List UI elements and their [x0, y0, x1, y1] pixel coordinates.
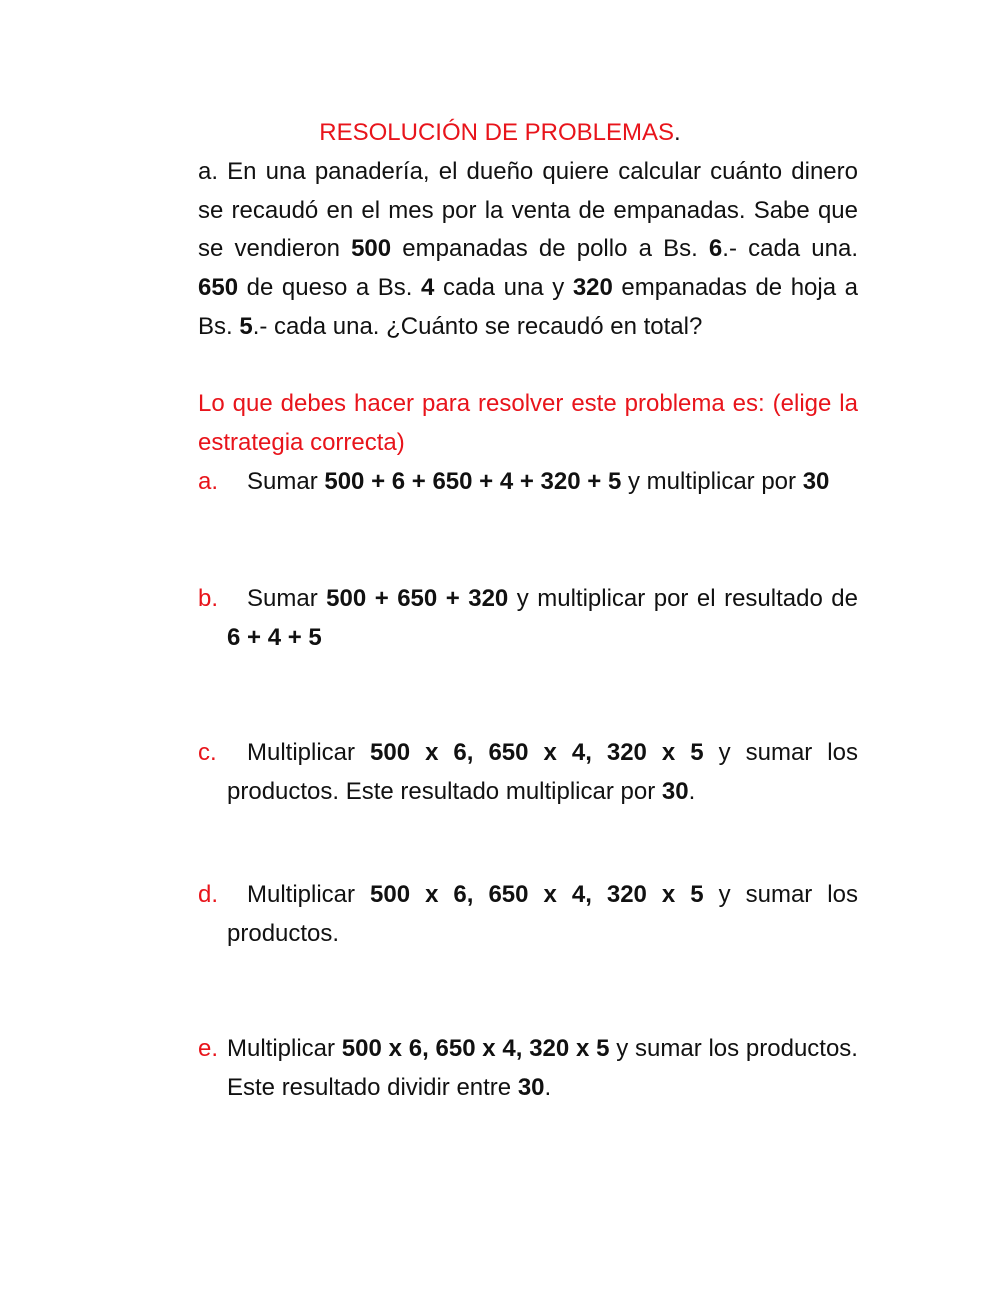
option-expression: 500 + 6 + 650 + 4 + 320 + 5	[324, 468, 622, 495]
problem-number: 500	[351, 235, 392, 263]
option-text	[227, 580, 858, 657]
problem-text: .- cada una.	[722, 235, 859, 263]
title-period: .	[674, 119, 681, 146]
option-letter: c.	[198, 739, 217, 766]
option-expression: 500 x 6, 650 x 4, 320 x 5	[370, 739, 704, 766]
problem-text: de queso a Bs.	[238, 274, 422, 302]
option-text-part: Sumar	[247, 468, 325, 495]
problem-number: 5	[239, 312, 253, 340]
problem-statement	[198, 153, 858, 347]
problem-number: 650	[198, 274, 239, 302]
option-letter: a.	[198, 468, 219, 495]
instruction-text: Lo que debes hacer para resolver este problema es: (elige la estrategia correcta)	[198, 390, 858, 456]
option-expression: 30	[517, 1073, 545, 1101]
problem-text: .- cada una. ¿Cuánto se recaudó en total?	[252, 312, 703, 340]
option-expression: 500 x 6, 650 x 4, 320 x 5	[341, 1035, 610, 1062]
option-expression: 30	[802, 468, 830, 495]
option-text	[227, 734, 858, 811]
option-text-part: y sumar los productos.	[227, 881, 858, 947]
option-text-part: Sumar	[247, 585, 327, 612]
problem-text: a. En una panadería, el dueño quiere calcular cuánto dinero se recaudó en el mes por la venta de empanadas. Sabe que se vendieron	[198, 158, 858, 263]
option-text-part: y sumar los productos. Este resultado multiplicar por	[227, 739, 858, 805]
option-text	[227, 1030, 858, 1107]
option-text-part: y multiplicar por	[621, 468, 803, 495]
title-text: RESOLUCIÓN DE PROBLEMAS	[319, 119, 675, 146]
option-letter: d.	[198, 881, 219, 908]
option-a[interactable]	[198, 463, 858, 502]
problem-number: 4	[421, 274, 435, 302]
option-text-part: .	[544, 1073, 552, 1101]
option-text	[227, 876, 858, 953]
option-text-part: .	[688, 777, 696, 805]
option-expression: 30	[661, 777, 689, 805]
option-text-part: Multiplicar	[227, 1035, 342, 1062]
problem-number: 320	[572, 274, 613, 302]
option-letter: b.	[198, 585, 219, 612]
option-text-part: Multiplicar	[247, 739, 371, 766]
page-title	[0, 114, 1000, 152]
option-text-part: Multiplicar	[247, 881, 371, 908]
option-expression: 500 x 6, 650 x 4, 320 x 5	[370, 881, 704, 908]
option-text	[227, 463, 858, 502]
problem-text: empanadas de hoja a Bs.	[198, 274, 859, 340]
problem-text: cada una y	[434, 274, 573, 302]
option-b[interactable]	[198, 580, 858, 657]
option-expression: 500 + 650 + 320	[326, 585, 509, 612]
option-d[interactable]	[198, 876, 858, 953]
option-text-part: y sumar los productos. Este resultado dividir entre	[227, 1035, 858, 1101]
problem-number: 6	[708, 235, 723, 263]
option-e[interactable]	[198, 1030, 858, 1107]
option-letter: e.	[198, 1035, 219, 1062]
option-expression: 6 + 4 + 5	[227, 623, 322, 651]
option-c[interactable]	[198, 734, 858, 811]
option-text-part: y multiplicar por el resultado de	[508, 585, 858, 612]
problem-text: empanadas de pollo a Bs.	[391, 235, 709, 263]
